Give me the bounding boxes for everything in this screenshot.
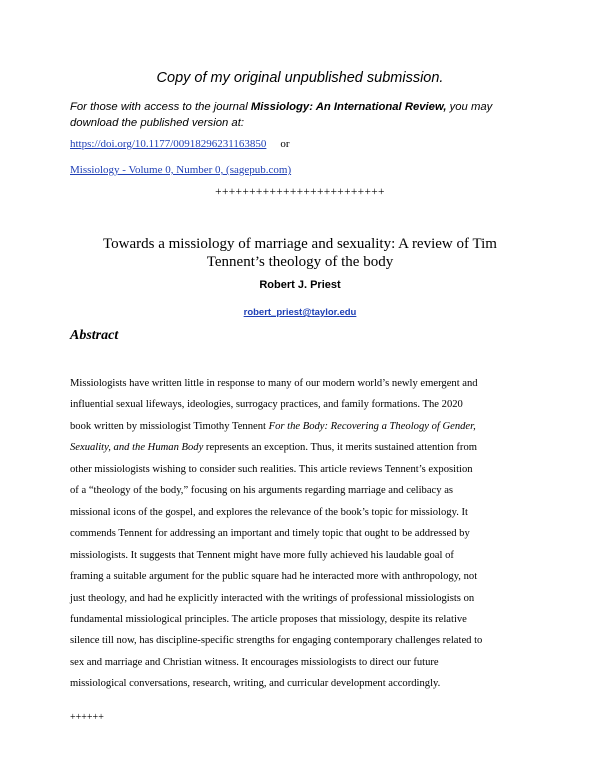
abstract-line: missiological conversations, research, writing, and curricular development accordingly.: [70, 678, 441, 690]
notice-heading: Copy of my original unpublished submission.: [156, 70, 444, 86]
abstract-body: [70, 373, 540, 695]
doi-link[interactable]: https://doi.org/10.1177/00918296231163850: [70, 138, 267, 150]
title-line-1: Towards a missiology of marriage and sexuality: A review of Tim: [103, 236, 497, 252]
notice-text-after: you may download the published version at:: [70, 101, 493, 129]
title-line-2: Tennent’s theology of the body: [206, 254, 394, 270]
doi-link-row: [70, 138, 290, 150]
author-email: [0, 307, 600, 318]
abstract-line: framing a suitable argument for the public square had he interacted more with anthropology, not: [70, 571, 478, 583]
abstract-line: missional icons of the gospel, and explores the relevance of the book’s topic for missiology. It: [70, 506, 468, 518]
book-title-part-1: For the Body: Recovering a Theology of Gender,: [268, 420, 476, 432]
abstract-line: other missiologists wishing to consider such realities. This article reviews Tennent’s exposition: [70, 463, 473, 475]
abstract-line: fundamental missiological principles. The article proposes that missiology, despite its relative: [70, 613, 467, 625]
abstract-line: commends Tennent for addressing an important and timely topic that ought to be addressed by: [70, 528, 470, 540]
abstract-heading: Abstract: [70, 328, 119, 343]
abstract-line: influential sexual lifeways, ideologies, surrogacy practices, and family formations. The 2020: [70, 399, 463, 411]
email-link[interactable]: robert_priest@taylor.edu: [243, 307, 357, 318]
abstract-line: just theology, and had he explicitly interacted with the writings of professional missiologists on: [70, 592, 475, 604]
abstract-line: missiologists. It suggests that Tennent might have more fully achieved his laudable goal of: [70, 549, 454, 561]
abstract-line: [70, 437, 540, 458]
separator-bottom: ++++++: [70, 712, 104, 723]
abstract-text: book written by missiologist Timothy Tennent: [70, 420, 269, 432]
abstract-line: silence till now, has discipline-specific strengths for engaging contemporary challenges related to: [70, 635, 483, 647]
book-title-part-2: Sexuality, and the Human Body: [70, 442, 204, 454]
sagepub-link-row: [70, 164, 291, 176]
notice-text-before: For those with access to the journal: [70, 101, 251, 113]
abstract-text: represents an exception. Thus, it merits sustained attention from: [203, 442, 477, 454]
abstract-line: [70, 416, 540, 437]
separator-top: +++++++++++++++++++++++++: [215, 186, 385, 198]
sagepub-link[interactable]: Missiology - Volume 0, Number 0, (sagepub.com): [70, 164, 292, 176]
paper-title: [70, 235, 530, 271]
author-name: Robert J. Priest: [259, 279, 341, 291]
abstract-line: Missiologists have written little in response to many of our modern world’s newly emergent and: [70, 378, 478, 389]
or-text: or: [280, 138, 290, 150]
abstract-line: of a “theology of the body,” focusing on his arguments regarding marriage and celibacy as: [70, 485, 454, 497]
notice-text: [70, 99, 540, 131]
journal-name: Missiology: An International Review,: [250, 101, 447, 113]
abstract-line: sex and marriage and Christian witness. It encourages missiologists to direct our future: [70, 656, 439, 668]
